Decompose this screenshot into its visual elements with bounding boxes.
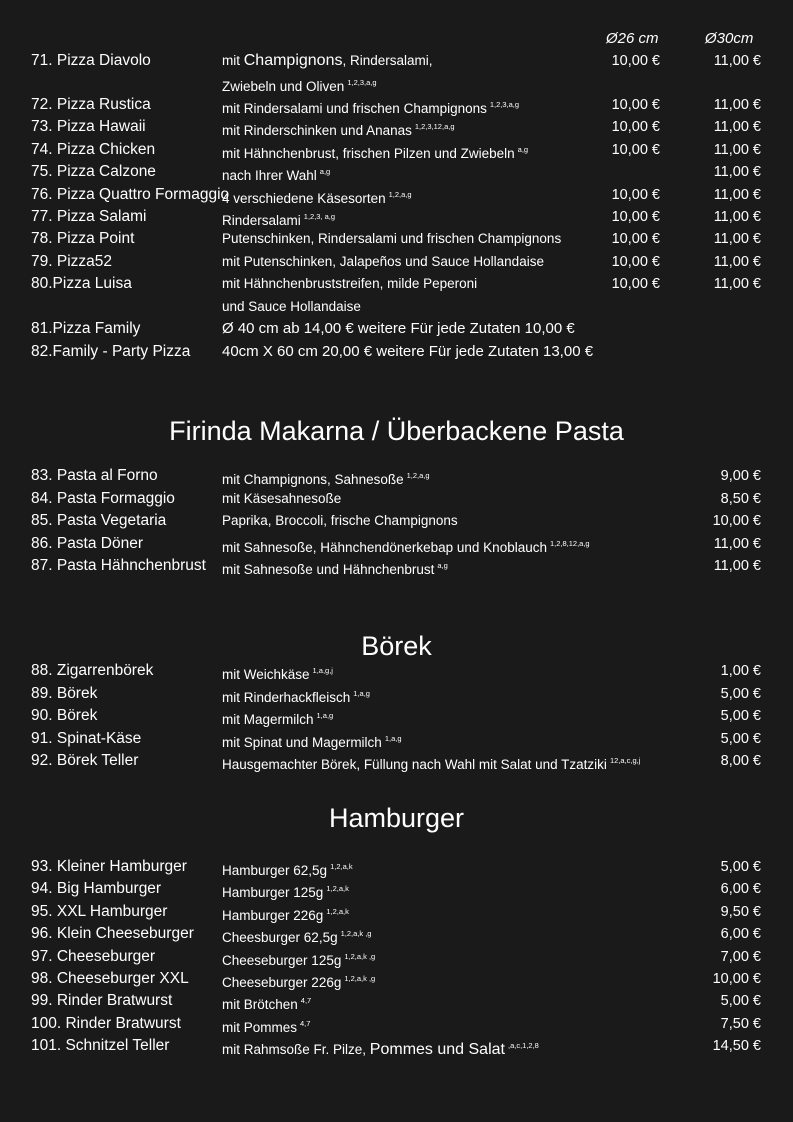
item-price: 5,00 € [720, 731, 761, 747]
description-text: mit Weichkäse [222, 667, 310, 682]
allergen-codes: ,a,c,1,2,8 [507, 1041, 539, 1050]
menu-item-row [0, 901, 793, 923]
menu-item-row [0, 206, 793, 228]
item-price: 5,00 € [720, 708, 761, 724]
description-text: mit Putenschinken, Jalapeños und Sauce Hollandaise [222, 254, 544, 269]
item-price: 5,00 € [720, 686, 761, 702]
item-name: 71. Pizza Diavolo [31, 52, 151, 69]
price-30cm: 11,00 € [713, 187, 761, 203]
item-name: 88. Zigarrenbörek [31, 662, 154, 679]
allergen-codes: a,g [437, 561, 448, 570]
size-header-30: Ø30cm [705, 30, 754, 47]
item-price: 8,00 € [720, 753, 761, 769]
allergen-codes: 1,2,8,12,a,g [549, 539, 590, 548]
description-text: mit Hähnchenbruststreifen, milde Peperoni [222, 276, 478, 291]
item-price: 5,00 € [720, 859, 761, 875]
menu-item-row [0, 856, 793, 878]
description-text: mit Sahnesoße und Hähnchenbrust [222, 562, 435, 577]
item-name: 97. Cheeseburger [31, 948, 156, 965]
price-30cm: 11,00 € [713, 97, 761, 113]
item-name: 100. Rinder Bratwurst [31, 1015, 181, 1032]
menu-item-row [0, 510, 793, 532]
item-name: 72. Pizza Rustica [31, 96, 151, 113]
item-name: 90. Börek [31, 707, 98, 724]
price-30cm: 11,00 € [713, 164, 761, 180]
item-name: 94. Big Hamburger [31, 880, 162, 897]
item-description [222, 510, 458, 532]
allergen-codes: 1,2,a,k [326, 884, 349, 893]
item-description [222, 296, 361, 318]
item-price: 8,50 € [720, 491, 761, 507]
description-highlight: Champignons [243, 52, 343, 69]
item-name: 93. Kleiner Hamburger [31, 858, 187, 875]
price-26cm: 10,00 € [611, 187, 660, 203]
item-name: 99. Rinder Bratwurst [31, 992, 173, 1009]
description-text: mit Magermilch [222, 712, 314, 727]
menu-item-row [0, 946, 793, 968]
description-text: mit Pommes [222, 1020, 298, 1035]
section-title: Firinda Makarna / Überbackene Pasta [169, 416, 624, 446]
price-30cm: 11,00 € [713, 53, 761, 69]
allergen-codes: 1,2,a,k ,g [340, 929, 372, 938]
allergen-codes: 1,a,g,j [312, 666, 333, 675]
description-prefix: mit Rahmsoße Fr. Pilze, [222, 1042, 370, 1057]
allergen-codes: 12,a,c,g,j [609, 756, 641, 765]
description-text: Putenschinken, Rindersalami und frischen Champignons [222, 231, 562, 246]
description-text: Cheeseburger 125g [222, 953, 342, 968]
item-description [222, 341, 593, 363]
description-text: Rindersalami [222, 213, 301, 228]
allergen-codes: a,g [319, 167, 331, 176]
item-name: 86. Pasta Döner [31, 535, 144, 552]
section-title: Hamburger [328, 803, 465, 833]
allergen-codes: 1,2,a,k ,g [344, 952, 376, 961]
menu-item-row [0, 660, 793, 682]
menu-item-row [0, 923, 793, 945]
item-price: 1,00 € [720, 663, 761, 679]
item-price: 11,00 € [713, 558, 761, 574]
description-text: mit Rindersalami und frischen Champignons [222, 101, 487, 116]
item-name: 76. Pizza Quattro Formaggio [31, 186, 230, 203]
item-price: 9,00 € [720, 468, 761, 484]
item-price: 14,50 € [712, 1038, 761, 1054]
description-text: 40cm X 60 cm 20,00 € weitere Für jede Zutaten 13,00 € [222, 343, 594, 360]
allergen-codes: 1,2,a,k [326, 907, 349, 916]
description-text: mit Spinat und Magermilch [222, 735, 382, 750]
description-prefix: mit [222, 53, 244, 68]
description-text: mit Brötchen [222, 997, 298, 1012]
menu-item-row [0, 990, 793, 1012]
description-text: Paprika, Broccoli, frische Champignons [222, 513, 458, 528]
description-text: Hamburger 62,5g [222, 863, 328, 878]
description-text: Hamburger 125g [222, 885, 324, 900]
description-text: mit Rinderschinken und Ananas [222, 123, 412, 138]
description-text: mit Hähnchenbrust, frischen Pilzen und Zwiebeln [222, 146, 515, 161]
menu-item-row [0, 184, 793, 206]
item-description [222, 750, 640, 776]
item-description [222, 1035, 539, 1061]
menu-item-row [0, 968, 793, 990]
menu-item-row [0, 1035, 793, 1057]
description-text: Cheeseburger 226g [222, 975, 342, 990]
allergen-codes: 1,2,3,a,g [489, 100, 520, 109]
description-highlight: Pommes und Salat [369, 1041, 505, 1058]
allergen-codes: 4,7 [300, 996, 312, 1005]
item-price: 7,00 € [720, 949, 761, 965]
menu-item-row [0, 228, 793, 250]
description-text: Ø 40 cm ab 14,00 € weitere Für jede Zutaten 10,00 € [222, 320, 575, 337]
item-price: 10,00 € [712, 513, 761, 529]
item-name: 95. XXL Hamburger [31, 903, 168, 920]
menu-item-row [0, 750, 793, 772]
item-description [222, 273, 477, 295]
item-name: 85. Pasta Vegetaria [31, 512, 167, 529]
description-text: Hausgemachter Börek, Füllung nach Wahl mit Salat und Tzatziki [222, 757, 607, 772]
item-description [222, 228, 561, 250]
price-30cm: 11,00 € [713, 119, 761, 135]
allergen-codes: 1,2,a,k [330, 862, 353, 871]
price-26cm: 10,00 € [611, 209, 660, 225]
item-name: 87. Pasta Hähnchenbrust [31, 557, 206, 574]
item-name: 84. Pasta Formaggio [31, 490, 175, 507]
description-text: mit Sahnesoße, Hähnchendönerkebap und Knoblauch [222, 540, 547, 555]
item-name: 96. Klein Cheeseburger [31, 925, 194, 942]
price-30cm: 11,00 € [713, 231, 761, 247]
menu-item-row [0, 488, 793, 510]
menu-item-row [0, 72, 793, 94]
item-name: 73. Pizza Hawaii [31, 118, 146, 135]
menu-item-row [0, 555, 793, 577]
item-description [222, 555, 448, 581]
item-name: 74. Pizza Chicken [31, 141, 156, 158]
menu-item-row [0, 341, 793, 363]
price-26cm: 10,00 € [611, 119, 660, 135]
menu-item-row [0, 251, 793, 273]
price-26cm: 10,00 € [611, 97, 660, 113]
allergen-codes: 4,7 [300, 1019, 311, 1028]
item-name: 78. Pizza Point [31, 230, 135, 247]
menu-item-row [0, 465, 793, 487]
item-name: 91. Spinat-Käse [31, 730, 142, 747]
menu-item-row [0, 139, 793, 161]
item-price: 6,00 € [720, 926, 761, 942]
allergen-codes: 1,a,g [353, 689, 370, 698]
menu-item-row [0, 161, 793, 183]
item-name: 98. Cheeseburger XXL [31, 970, 189, 987]
item-description [222, 318, 575, 340]
allergen-codes: 1,a,g [384, 734, 402, 743]
description-text: und Sauce Hollandaise [222, 299, 361, 314]
menu-item-row [0, 533, 793, 555]
menu-item-row [0, 318, 793, 340]
item-name: 75. Pizza Calzone [31, 163, 156, 180]
price-26cm: 10,00 € [611, 142, 660, 158]
description-text: Hamburger 226g [222, 908, 324, 923]
section-title: Börek [361, 631, 432, 661]
item-description [222, 251, 544, 273]
description-text: nach Ihrer Wahl [222, 168, 317, 183]
item-name: 82.Family - Party Pizza [31, 343, 191, 360]
allergen-codes: a,g [517, 145, 529, 154]
allergen-codes: 1,2,a,g [406, 471, 430, 480]
menu-item-row [0, 683, 793, 705]
allergen-codes: 1,2,3,12,a,g [414, 122, 455, 131]
item-price: 7,50 € [720, 1016, 761, 1032]
allergen-codes: 1,2,3, a,g [303, 212, 336, 221]
item-price: 9,50 € [720, 904, 761, 920]
item-name: 79. Pizza52 [31, 253, 112, 270]
item-name: 92. Börek Teller [31, 752, 139, 769]
size-header-26: Ø26 cm [606, 30, 659, 47]
price-26cm: 10,00 € [611, 254, 660, 270]
menu-item-row [0, 728, 793, 750]
allergen-codes: 1,2,3,a,g [347, 78, 377, 87]
menu-item-row [0, 273, 793, 295]
item-price: 6,00 € [720, 881, 761, 897]
price-26cm: 10,00 € [611, 53, 660, 69]
price-26cm: 10,00 € [611, 276, 660, 292]
item-price: 10,00 € [712, 971, 761, 987]
menu-item-row [0, 296, 793, 318]
item-name: 83. Pasta al Forno [31, 467, 158, 484]
description-text: 4 verschiedene Käsesorten [222, 191, 386, 206]
item-price: 11,00 € [713, 536, 761, 552]
menu-item-row [0, 94, 793, 116]
price-26cm: 10,00 € [611, 231, 660, 247]
item-name: 81.Pizza Family [31, 320, 141, 337]
menu-item-row [0, 1013, 793, 1035]
allergen-codes: 1,2,a,g [388, 190, 412, 199]
item-price: 5,00 € [720, 993, 761, 1009]
menu-item-row [0, 50, 793, 72]
description-text: Zwiebeln und Oliven [222, 79, 345, 94]
description-text: , Rindersalami, [342, 53, 433, 68]
allergen-codes: 1,a,g [316, 711, 334, 720]
item-name: 89. Börek [31, 685, 98, 702]
description-text: mit Champignons, Sahnesoße [222, 472, 404, 487]
item-description [222, 50, 433, 72]
item-name: 77. Pizza Salami [31, 208, 147, 225]
item-name: 101. Schnitzel Teller [31, 1037, 170, 1054]
description-text: Cheesburger 62,5g [222, 930, 338, 945]
menu-item-row [0, 878, 793, 900]
item-name: 80.Pizza Luisa [31, 275, 132, 292]
description-text: mit Rinderhackfleisch [222, 690, 351, 705]
price-30cm: 11,00 € [713, 254, 761, 270]
price-30cm: 11,00 € [713, 276, 761, 292]
item-description [222, 488, 341, 510]
description-text: mit Käsesahnesoße [222, 491, 342, 506]
allergen-codes: 1,2,a,k ,g [344, 974, 376, 983]
price-30cm: 11,00 € [713, 142, 761, 158]
menu-item-row [0, 705, 793, 727]
price-30cm: 11,00 € [713, 209, 761, 225]
menu-item-row [0, 116, 793, 138]
